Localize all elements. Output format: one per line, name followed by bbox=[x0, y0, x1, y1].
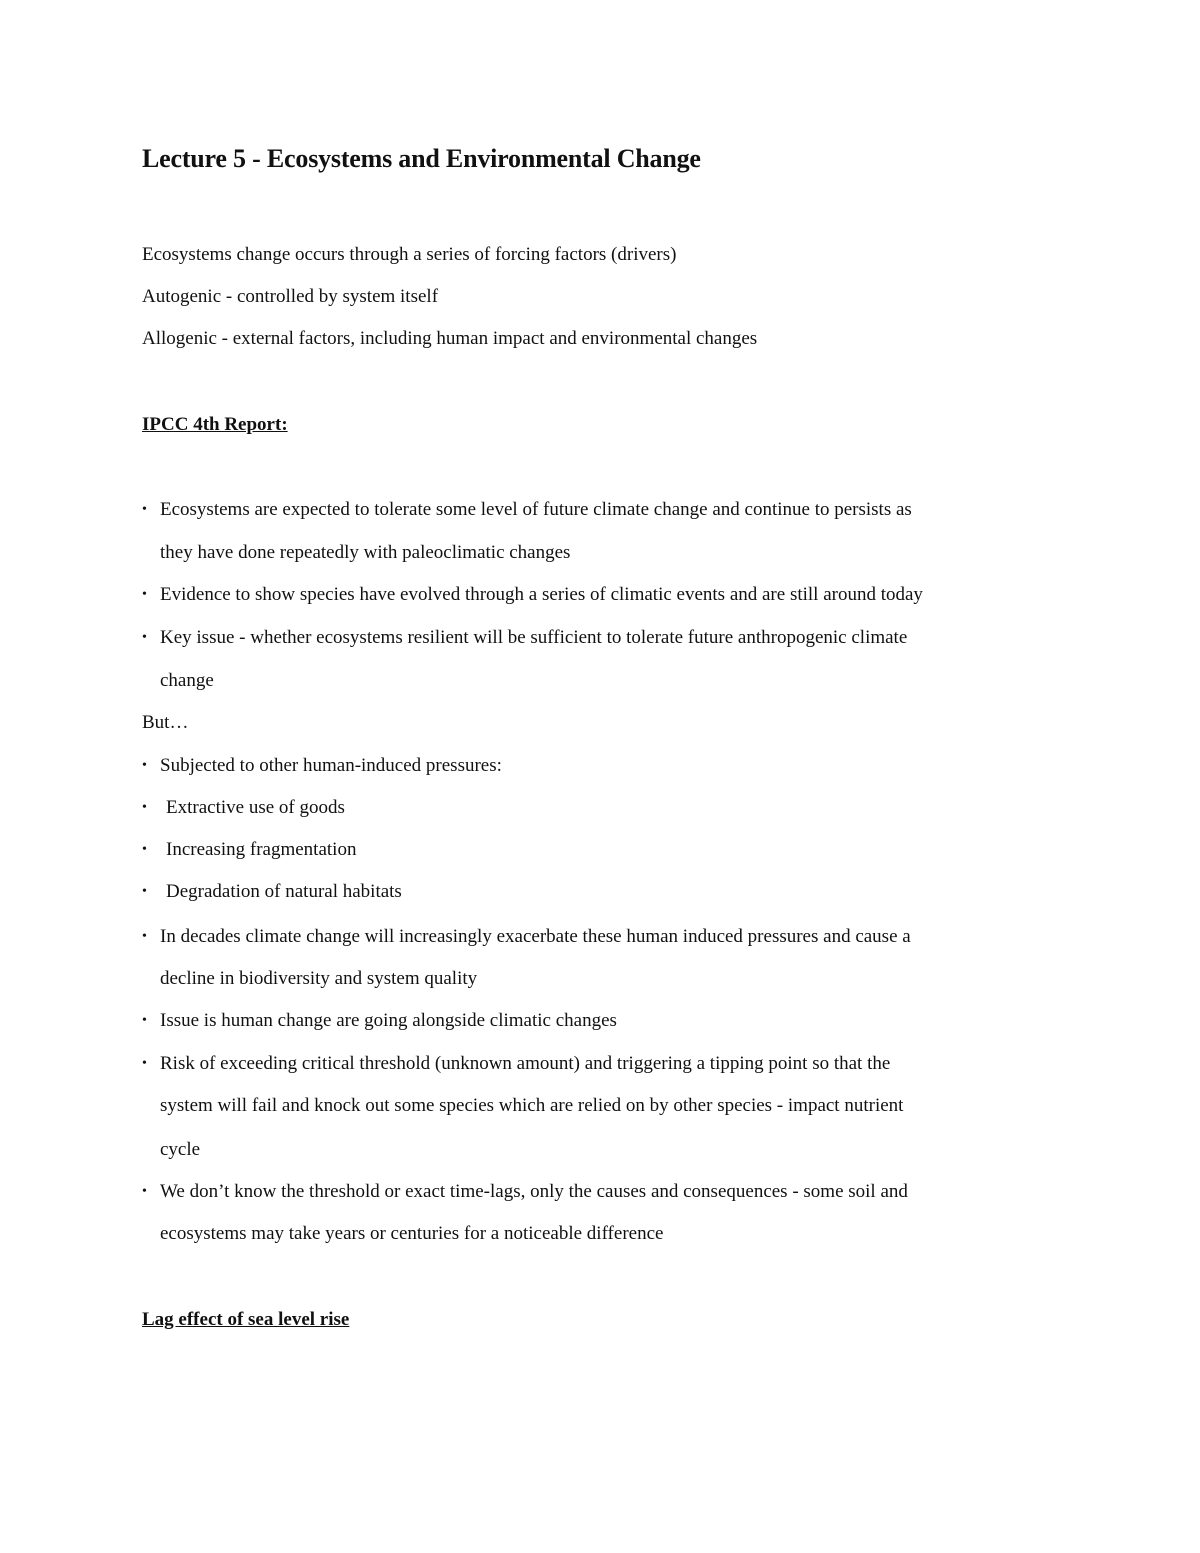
bullet-icon: • bbox=[142, 630, 147, 645]
bullet-icon: • bbox=[142, 884, 147, 899]
document-title: Lecture 5 - Ecosystems and Environmental Change bbox=[142, 144, 701, 173]
list-item-text: Risk of exceeding critical threshold (unknown amount) and triggering a tipping point so that the bbox=[160, 1053, 891, 1074]
list-item-text: Key issue - whether ecosystems resilient will be sufficient to tolerate future anthropogenic climate bbox=[160, 627, 908, 648]
list-item-text: We don’t know the threshold or exact time-lags, only the causes and consequences - some soil and bbox=[160, 1181, 908, 1202]
list-item-text: Degradation of natural habitats bbox=[166, 881, 402, 902]
intro-line: Ecosystems change occurs through a series of forcing factors (drivers) bbox=[142, 244, 677, 265]
bullet-icon: • bbox=[142, 800, 147, 815]
list-item-continuation: change bbox=[160, 670, 214, 691]
list-item-text: Issue is human change are going alongside climatic changes bbox=[160, 1010, 617, 1031]
list-item-text: Evidence to show species have evolved through a series of climatic events and are still around today bbox=[160, 584, 923, 605]
section-heading-ipcc: IPCC 4th Report: bbox=[142, 414, 288, 435]
paragraph-but: But… bbox=[142, 712, 189, 733]
bullet-icon: • bbox=[142, 929, 147, 944]
bullet-icon: • bbox=[142, 1184, 147, 1199]
bullet-icon: • bbox=[142, 502, 147, 517]
list-item-continuation: cycle bbox=[160, 1139, 201, 1160]
list-item-continuation: ecosystems may take years or centuries for a noticeable difference bbox=[160, 1223, 664, 1244]
list-item-text: Subjected to other human-induced pressures: bbox=[160, 755, 502, 776]
bullet-icon: • bbox=[142, 1013, 147, 1028]
list-item-continuation: system will fail and knock out some species which are relied on by other species - impact nutrient bbox=[160, 1095, 904, 1116]
bullet-icon: • bbox=[142, 1056, 147, 1071]
list-item-continuation: they have done repeatedly with paleoclimatic changes bbox=[160, 542, 571, 563]
list-item-continuation: decline in biodiversity and system quality bbox=[160, 968, 478, 989]
bullet-icon: • bbox=[142, 587, 147, 602]
list-item-text: Extractive use of goods bbox=[166, 797, 345, 818]
list-item-text: Ecosystems are expected to tolerate some level of future climate change and continue to persists as bbox=[160, 499, 912, 520]
intro-line: Allogenic - external factors, including human impact and environmental changes bbox=[142, 328, 758, 349]
bullet-icon: • bbox=[142, 842, 147, 857]
section-heading-sea-level: Lag effect of sea level rise bbox=[142, 1309, 350, 1330]
list-item-text: Increasing fragmentation bbox=[166, 839, 357, 860]
list-item-text: In decades climate change will increasingly exacerbate these human induced pressures and cause a bbox=[160, 926, 911, 947]
intro-line: Autogenic - controlled by system itself bbox=[142, 286, 439, 307]
bullet-icon: • bbox=[142, 758, 147, 773]
